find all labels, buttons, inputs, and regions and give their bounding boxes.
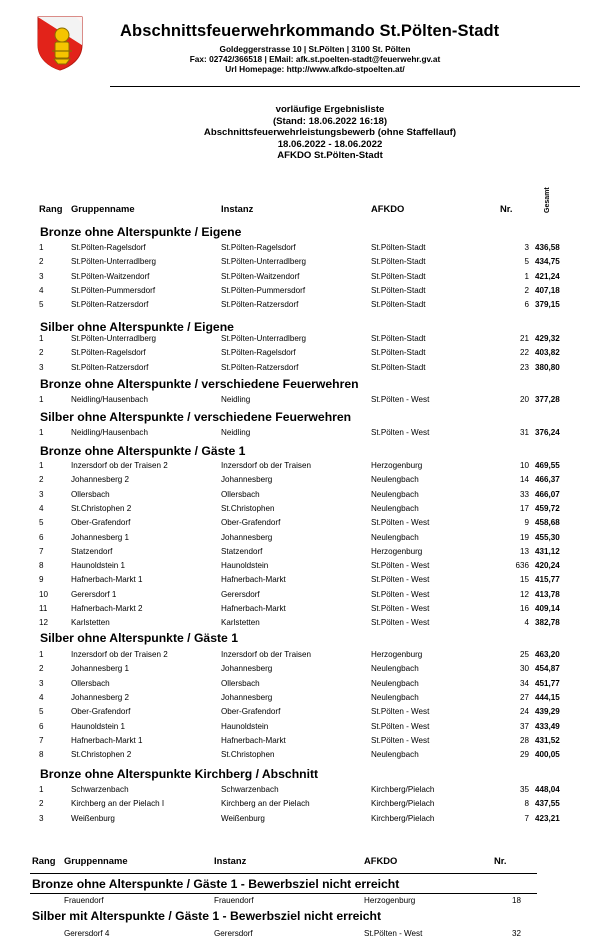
afkdo-cell: Kirchberg/Pielach: [371, 785, 435, 794]
rang-cell: 1: [39, 650, 44, 659]
afkdo-cell: St.Pölten - West: [371, 395, 430, 404]
gruppenname-cell: Ober-Grafendorf: [71, 707, 131, 717]
table-row: [0, 799, 614, 813]
table-row: [0, 785, 614, 799]
table-row: [0, 286, 614, 300]
homepage-line: Url Homepage: http://www.afkdo-stpoelten.at/: [225, 64, 405, 74]
fire-brigade-emblem-icon: [36, 15, 84, 71]
gesamt-cell: 434,75: [535, 257, 560, 267]
table-row: [0, 590, 614, 604]
gruppenname-cell: Kirchberg an der Pielach I: [71, 799, 165, 809]
rang-cell: 3: [39, 813, 44, 823]
afkdo-cell: Neulengbach: [371, 664, 419, 674]
rang-cell: 1: [39, 334, 44, 343]
table-row: [0, 300, 614, 314]
nr-cell: 15: [519, 575, 529, 585]
org-title: Abschnittsfeuerwehrkommando St.Pölten-Stadt: [120, 22, 500, 40]
column-header-nr: Nr.: [500, 203, 513, 214]
gesamt-cell: 379,15: [535, 300, 560, 310]
nr-cell: 37: [519, 721, 529, 731]
rang-cell: 7: [39, 546, 44, 556]
nr-cell: 21: [519, 334, 529, 343]
afkdo-cell: St.Pölten-Stadt: [371, 243, 426, 252]
rang-cell: 5: [39, 518, 44, 528]
gruppenname-cell: St.Pölten-Unterradlberg: [71, 334, 157, 343]
gruppenname-cell: Ober-Grafendorf: [71, 518, 131, 528]
afkdo-cell: St.Pölten - West: [371, 518, 430, 528]
column-header-rang: Rang: [32, 855, 56, 866]
address-line: Goldeggerstrasse 10 | St.Pölten | 3100 St. Pölten: [219, 44, 411, 54]
subheader-line: vorläufige Ergebnisliste: [275, 104, 385, 115]
afkdo-cell: St.Pölten - West: [371, 735, 430, 745]
afkdo-cell: St.Pölten-Stadt: [371, 285, 426, 295]
table-row: [0, 664, 614, 678]
gesamt-cell: 400,05: [535, 750, 560, 760]
table-row: [0, 707, 614, 721]
afkdo-cell: Herzogenburg: [371, 546, 423, 556]
gruppenname-cell: Hafnerbach-Markt 1: [71, 735, 143, 745]
rang-cell: 1: [39, 461, 44, 470]
afkdo-cell: Herzogenburg: [364, 896, 416, 905]
column-header-gruppe: Gruppenname: [71, 203, 135, 214]
table-row: [0, 750, 614, 764]
table-row: [0, 604, 614, 618]
afkdo-cell: St.Pölten-Stadt: [371, 362, 426, 372]
rang-cell: 7: [39, 735, 44, 745]
afkdo-cell: St.Pölten - West: [371, 589, 430, 599]
column-header-nr: Nr.: [494, 855, 507, 866]
afkdo-cell: St.Pölten-Stadt: [371, 334, 426, 343]
gruppenname-cell: St.Pölten-Unterradlberg: [71, 257, 157, 267]
nr-cell: 30: [519, 664, 529, 674]
column-header-rang: Rang: [39, 203, 63, 214]
gesamt-cell: 459,72: [535, 503, 560, 513]
gruppenname-cell: St.Christophen 2: [71, 503, 132, 513]
nr-cell: 5: [524, 257, 529, 267]
instanz-cell: Hafnerbach-Markt: [221, 735, 286, 745]
instanz-cell: Haunoldstein: [221, 561, 269, 571]
instanz-cell: St.Pölten-Unterradlberg: [221, 334, 307, 343]
gruppenname-cell: Weißenburg: [71, 813, 115, 823]
gesamt-cell: 433,49: [535, 721, 560, 731]
afkdo-cell: Neulengbach: [371, 489, 419, 499]
afkdo-cell: St.Pölten - West: [371, 721, 430, 731]
instanz-cell: Weißenburg: [221, 813, 265, 823]
afkdo-cell: St.Pölten-Stadt: [371, 257, 426, 267]
nr-cell: 14: [519, 475, 529, 485]
nr-cell: 19: [519, 532, 529, 542]
gruppenname-cell: St.Pölten-Pummersdorf: [71, 285, 156, 295]
table-row: [0, 504, 614, 518]
afkdo-cell: Herzogenburg: [371, 461, 423, 470]
table-row: [0, 243, 614, 257]
gesamt-cell: 458,68: [535, 518, 560, 528]
rang-cell: 9: [39, 575, 44, 585]
nr-cell: 25: [519, 650, 529, 659]
section-divider: [30, 873, 537, 874]
instanz-cell: Inzersdorf ob der Traisen: [221, 650, 311, 659]
gesamt-cell: 431,12: [535, 546, 560, 556]
instanz-cell: Hafnerbach-Markt: [221, 604, 286, 613]
nr-cell: 23: [519, 362, 529, 372]
gesamt-cell: 415,77: [535, 575, 560, 585]
org-address: [165, 44, 465, 74]
afkdo-cell: St.Pölten-Stadt: [371, 271, 426, 281]
column-header-instanz: Instanz: [221, 203, 254, 214]
table-row: [0, 547, 614, 561]
instanz-cell: Ober-Grafendorf: [221, 518, 281, 528]
instanz-cell: Johannesberg: [221, 692, 273, 702]
rang-cell: 2: [39, 257, 44, 267]
nr-cell: 31: [519, 428, 529, 437]
gruppenname-cell: Neidling/Hausenbach: [71, 395, 148, 404]
rang-cell: 6: [39, 721, 44, 731]
section-title: Silber ohne Alterspunkte / Eigene: [40, 320, 234, 334]
instanz-cell: Statzendorf: [221, 546, 263, 556]
rang-cell: 8: [39, 561, 44, 571]
section-title: Silber mit Alterspunkte / Gäste 1 - Bewerbsziel nicht erreicht: [32, 909, 382, 923]
nr-cell: 10: [519, 461, 529, 470]
afkdo-cell: Neulengbach: [371, 678, 419, 688]
afkdo-cell: St.Pölten - West: [364, 929, 423, 938]
section-title: Bronze ohne Alterspunkte / verschiedene Feuerwehren: [40, 377, 359, 391]
instanz-cell: Hafnerbach-Markt: [221, 575, 286, 585]
afkdo-cell: St.Pölten - West: [371, 575, 430, 585]
nr-cell: 13: [519, 546, 529, 556]
nr-cell: 27: [519, 692, 529, 702]
column-header-afkdo: AFKDO: [364, 855, 398, 866]
gruppenname-cell: Hafnerbach-Markt 2: [71, 604, 143, 613]
rang-cell: 2: [39, 348, 44, 358]
instanz-cell: St.Pölten-Ratzersdorf: [221, 362, 299, 372]
gruppenname-cell: Hafnerbach-Markt 1: [71, 575, 143, 585]
nr-cell: 20: [519, 395, 529, 404]
nr-cell: 35: [519, 785, 529, 794]
instanz-cell: Johannesberg: [221, 475, 273, 485]
table-row: [0, 561, 614, 575]
gesamt-cell: 448,04: [535, 785, 560, 794]
rang-cell: 3: [39, 678, 44, 688]
gruppenname-cell: St.Pölten-Ratzersdorf: [71, 362, 149, 372]
gesamt-cell: 377,28: [535, 395, 560, 404]
afkdo-cell: St.Pölten-Stadt: [371, 348, 426, 358]
instanz-cell: Schwarzenbach: [221, 785, 279, 794]
table-row: [0, 518, 614, 532]
gruppenname-cell: Gerersdorf 1: [71, 589, 117, 599]
nr-cell: 32: [512, 929, 522, 938]
instanz-cell: Gerersdorf: [221, 589, 260, 599]
table-row: [0, 736, 614, 750]
section-title: Bronze ohne Alterspunkte / Gäste 1 - Bewerbsziel nicht erreicht: [32, 877, 400, 891]
table-row: [0, 272, 614, 286]
rang-cell: 2: [39, 799, 44, 809]
afkdo-cell: Neulengbach: [371, 475, 419, 485]
instanz-cell: St.Pölten-Unterradlberg: [221, 257, 307, 267]
nr-cell: 1: [524, 271, 529, 281]
table-row: [0, 395, 614, 409]
gesamt-cell: 437,55: [535, 799, 560, 809]
gruppenname-cell: Ollersbach: [71, 678, 110, 688]
column-header-instanz: Instanz: [214, 855, 247, 866]
table-row: [0, 896, 614, 910]
results-subheader: [150, 104, 510, 162]
header-divider: [110, 86, 580, 87]
gruppenname-cell: Johannesberg 2: [71, 692, 130, 702]
gruppenname-cell: St.Pölten-Ragelsdorf: [71, 243, 146, 252]
instanz-cell: Neidling: [221, 428, 251, 437]
instanz-cell: Frauendorf: [214, 896, 254, 905]
table-row: [0, 679, 614, 693]
nr-cell: 24: [519, 707, 529, 717]
gesamt-cell: 413,78: [535, 589, 560, 599]
gruppenname-cell: St.Pölten-Waitzendorf: [71, 271, 150, 281]
rang-cell: 1: [39, 395, 44, 404]
nr-cell: 12: [519, 589, 529, 599]
rang-cell: 2: [39, 664, 44, 674]
rang-cell: 6: [39, 532, 44, 542]
rang-cell: 5: [39, 707, 44, 717]
nr-cell: 2: [524, 285, 529, 295]
gruppenname-cell: Gerersdorf 4: [64, 929, 110, 938]
afkdo-cell: St.Pölten - West: [371, 428, 430, 437]
instanz-cell: Neidling: [221, 395, 251, 404]
table-row: [0, 334, 614, 348]
table-row: [0, 257, 614, 271]
rang-cell: 4: [39, 692, 44, 702]
gruppenname-cell: Inzersdorf ob der Traisen 2: [71, 461, 168, 470]
gruppenname-cell: Frauendorf: [64, 896, 104, 905]
table-row: [0, 693, 614, 707]
instanz-cell: St.Christophen: [221, 503, 275, 513]
gesamt-cell: 463,20: [535, 650, 560, 659]
afkdo-cell: St.Pölten - West: [371, 604, 430, 613]
gruppenname-cell: Schwarzenbach: [71, 785, 129, 794]
nr-cell: 18: [512, 896, 522, 905]
instanz-cell: Johannesberg: [221, 532, 273, 542]
section-title: Bronze ohne Alterspunkte / Eigene: [40, 225, 242, 239]
table-row: [0, 722, 614, 736]
instanz-cell: Gerersdorf: [214, 929, 253, 938]
gruppenname-cell: Inzersdorf ob der Traisen 2: [71, 650, 168, 659]
instanz-cell: Ollersbach: [221, 489, 260, 499]
gesamt-cell: 421,24: [535, 271, 560, 281]
table-row: [0, 428, 614, 442]
gesamt-cell: 420,24: [535, 561, 560, 571]
subheader-line: AFKDO St.Pölten-Stadt: [277, 150, 383, 162]
nr-cell: 28: [519, 735, 529, 745]
rang-cell: 3: [39, 489, 44, 499]
afkdo-cell: St.Pölten - West: [371, 618, 430, 628]
subheader-line: 18.06.2022 - 18.06.2022: [277, 138, 383, 150]
instanz-cell: St.Christophen: [221, 750, 275, 760]
gruppenname-cell: Statzendorf: [71, 546, 113, 556]
nr-cell: 6: [524, 300, 529, 310]
gruppenname-cell: Karlstetten: [71, 618, 110, 628]
subheader-line: Abschnittsfeuerwehrleistungsbewerb (ohne Staffellauf): [203, 127, 457, 139]
instanz-cell: St.Pölten-Ragelsdorf: [221, 243, 296, 252]
afkdo-cell: Neulengbach: [371, 750, 419, 760]
afkdo-cell: St.Pölten-Stadt: [371, 300, 426, 310]
nr-cell: 16: [519, 604, 529, 613]
instanz-cell: St.Pölten-Pummersdorf: [221, 285, 306, 295]
rang-cell: 8: [39, 750, 44, 760]
table-row: [0, 533, 614, 547]
table-row: [0, 490, 614, 504]
gesamt-cell: 439,29: [535, 707, 560, 717]
instanz-cell: Haunoldstein: [221, 721, 269, 731]
gesamt-cell: 380,80: [535, 362, 560, 372]
column-header-gruppe: Gruppenname: [64, 855, 128, 866]
afkdo-cell: Herzogenburg: [371, 650, 423, 659]
rang-cell: 3: [39, 362, 44, 372]
gesamt-cell: 409,14: [535, 604, 560, 613]
table-row: [0, 363, 614, 377]
gesamt-cell: 436,58: [535, 243, 560, 252]
subheader-line: (Stand: 18.06.2022 16:18): [272, 115, 388, 127]
afkdo-cell: Neulengbach: [371, 532, 419, 542]
instanz-cell: St.Pölten-Ragelsdorf: [221, 348, 296, 358]
nr-cell: 8: [524, 799, 529, 809]
rang-cell: 10: [39, 589, 49, 599]
gesamt-cell: 376,24: [535, 428, 560, 437]
afkdo-cell: St.Pölten - West: [371, 561, 430, 571]
nr-cell: 33: [519, 489, 529, 499]
rang-cell: 5: [39, 300, 44, 310]
nr-cell: 4: [524, 618, 529, 628]
table-row: [0, 348, 614, 362]
nr-cell: 3: [524, 243, 529, 252]
nr-cell: 636: [515, 561, 529, 571]
rang-cell: 1: [39, 243, 44, 252]
gruppenname-cell: Neidling/Hausenbach: [71, 428, 148, 437]
gesamt-cell: 382,78: [535, 618, 560, 628]
column-header-afkdo: AFKDO: [371, 203, 405, 214]
gruppenname-cell: Haunoldstein 1: [71, 721, 125, 731]
gesamt-cell: 466,07: [535, 489, 560, 499]
afkdo-cell: Neulengbach: [371, 503, 419, 513]
section-divider: [30, 893, 537, 894]
rang-cell: 3: [39, 271, 44, 281]
nr-cell: 22: [519, 348, 529, 358]
section-title: Silber ohne Alterspunkte / Gäste 1: [40, 631, 238, 645]
instanz-cell: Ober-Grafendorf: [221, 707, 281, 717]
table-row: [0, 575, 614, 589]
gruppenname-cell: St.Christophen 2: [71, 750, 132, 760]
afkdo-cell: St.Pölten - West: [371, 707, 430, 717]
table-row: [0, 461, 614, 475]
table-row: [0, 929, 614, 943]
gesamt-cell: 451,77: [535, 678, 560, 688]
rang-cell: 4: [39, 285, 44, 295]
gesamt-cell: 407,18: [535, 285, 560, 295]
gesamt-cell: 403,82: [535, 348, 560, 358]
section-title: Silber ohne Alterspunkte / verschiedene Feuerwehren: [40, 410, 352, 424]
rang-cell: 1: [39, 785, 44, 794]
column-header-gesamt: Gesamt: [544, 187, 551, 213]
afkdo-cell: Neulengbach: [371, 692, 419, 702]
rang-cell: 2: [39, 475, 44, 485]
gesamt-cell: 444,15: [535, 692, 560, 702]
instanz-cell: St.Pölten-Waitzendorf: [221, 271, 300, 281]
rang-cell: 1: [39, 428, 44, 437]
section-title: Bronze ohne Alterspunkte Kirchberg / Abschnitt: [40, 767, 319, 781]
nr-cell: 29: [519, 750, 529, 760]
gesamt-cell: 469,55: [535, 461, 560, 470]
gruppenname-cell: Johannesberg 2: [71, 475, 130, 485]
nr-cell: 34: [519, 678, 529, 688]
instanz-cell: Kirchberg an der Pielach: [221, 799, 310, 809]
nr-cell: 9: [524, 518, 529, 528]
table-row: [0, 814, 614, 828]
gruppenname-cell: St.Pölten-Ragelsdorf: [71, 348, 146, 358]
gruppenname-cell: Johannesberg 1: [71, 664, 130, 674]
nr-cell: 17: [519, 503, 529, 513]
gesamt-cell: 455,30: [535, 532, 560, 542]
nr-cell: 7: [524, 813, 529, 823]
instanz-cell: St.Pölten-Ratzersdorf: [221, 300, 299, 310]
gruppenname-cell: Johannesberg 1: [71, 532, 130, 542]
section-title: Bronze ohne Alterspunkte / Gäste 1: [40, 444, 246, 458]
rang-cell: 11: [39, 604, 48, 613]
gesamt-cell: 466,37: [535, 475, 560, 485]
rang-cell: 4: [39, 503, 44, 513]
gesamt-cell: 423,21: [535, 813, 560, 823]
instanz-cell: Ollersbach: [221, 678, 260, 688]
contact-line: Fax: 02742/366518 | EMail: afk.st.poelten-stadt@feuerwehr.gv.at: [189, 54, 441, 64]
table-row: [0, 650, 614, 664]
gesamt-cell: 431,52: [535, 735, 560, 745]
rang-cell: 12: [39, 618, 49, 628]
table-row: [0, 475, 614, 489]
gruppenname-cell: Haunoldstein 1: [71, 561, 125, 571]
instanz-cell: Karlstetten: [221, 618, 260, 628]
instanz-cell: Johannesberg: [221, 664, 273, 674]
gesamt-cell: 454,87: [535, 664, 560, 674]
gesamt-cell: 429,32: [535, 334, 560, 343]
gruppenname-cell: St.Pölten-Ratzersdorf: [71, 300, 149, 310]
instanz-cell: Inzersdorf ob der Traisen: [221, 461, 311, 470]
gruppenname-cell: Ollersbach: [71, 489, 110, 499]
afkdo-cell: Kirchberg/Pielach: [371, 799, 435, 809]
afkdo-cell: Kirchberg/Pielach: [371, 813, 435, 823]
